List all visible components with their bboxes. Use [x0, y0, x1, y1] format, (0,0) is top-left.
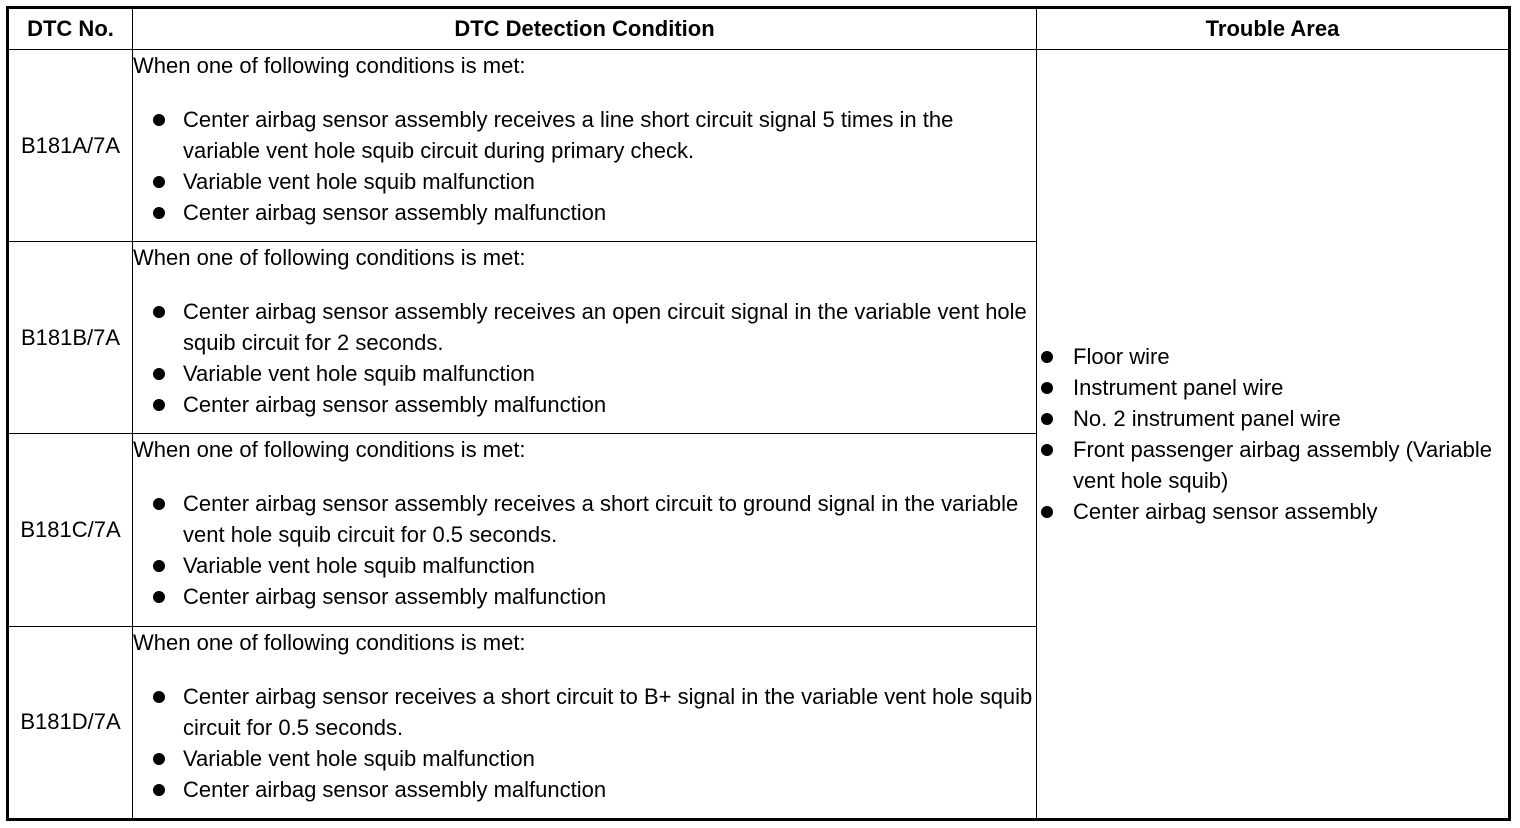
condition-intro: When one of following conditions is met: — [133, 437, 526, 463]
condition-list — [133, 681, 1036, 805]
header-trouble-area: Trouble Area — [1037, 8, 1510, 50]
dtc-code: B181A/7A — [8, 50, 133, 242]
condition-text: Center airbag sensor assembly receives a short circuit to ground signal in the variable vent hole squib circuit for 0.5 seconds. — [183, 491, 1019, 548]
dtc-code: B181B/7A — [8, 242, 133, 434]
list-item — [1037, 496, 1508, 527]
bullet-icon — [153, 399, 165, 411]
bullet-icon — [1041, 444, 1053, 456]
condition-intro: When one of following conditions is met: — [133, 629, 526, 655]
condition-list — [133, 488, 1036, 612]
dtc-table — [6, 6, 1511, 821]
bullet-icon — [153, 591, 165, 603]
condition-list — [133, 104, 1036, 228]
dtc-code: B181C/7A — [8, 434, 133, 626]
bullet-icon — [153, 753, 165, 765]
list-item — [133, 581, 1036, 612]
condition-text: Center airbag sensor assembly malfunction — [183, 776, 607, 802]
condition-text: Center airbag sensor assembly malfunction — [183, 392, 607, 418]
condition-text: Variable vent hole squib malfunction — [183, 745, 535, 771]
list-item — [133, 166, 1036, 197]
condition-text: Center airbag sensor assembly malfunction — [183, 584, 607, 610]
list-item — [1037, 341, 1508, 372]
condition-text: Variable vent hole squib malfunction — [183, 361, 535, 387]
header-dtc-no: DTC No. — [8, 8, 133, 50]
bullet-icon — [1041, 382, 1053, 394]
bullet-icon — [1041, 506, 1053, 518]
dtc-code: B181D/7A — [8, 626, 133, 819]
trouble-area-text: No. 2 instrument panel wire — [1073, 406, 1341, 431]
detection-condition-cell — [133, 242, 1037, 434]
trouble-area-text: Front passenger airbag assembly (Variable vent hole squib) — [1073, 437, 1493, 493]
list-item — [133, 296, 1036, 358]
header-detection-condition: DTC Detection Condition — [133, 8, 1037, 50]
trouble-area-text: Instrument panel wire — [1073, 375, 1284, 400]
list-item — [133, 197, 1036, 228]
condition-text: Variable vent hole squib malfunction — [183, 169, 535, 194]
bullet-icon — [153, 114, 165, 126]
condition-intro: When one of following conditions is met: — [133, 245, 526, 271]
detection-condition-cell — [133, 434, 1037, 626]
condition-text: Center airbag sensor assembly malfunction — [183, 200, 607, 225]
list-item — [1037, 403, 1508, 434]
trouble-area-list — [1037, 341, 1508, 527]
bullet-icon — [1041, 413, 1053, 425]
condition-text: Center airbag sensor assembly receives an open circuit signal in the variable vent hole squib circuit for 2 seconds. — [183, 299, 1027, 356]
list-item — [133, 774, 1036, 805]
trouble-area-text: Floor wire — [1073, 344, 1170, 369]
detection-condition-cell — [133, 626, 1037, 819]
bullet-icon — [153, 176, 165, 188]
condition-list — [133, 296, 1036, 420]
list-item — [133, 104, 1036, 166]
header-row — [8, 8, 1510, 50]
list-item — [133, 681, 1036, 743]
list-item — [133, 488, 1036, 550]
condition-text: Center airbag sensor receives a short circuit to B+ signal in the variable vent hole squib circuit for 0.5 seconds. — [183, 683, 1033, 740]
list-item — [1037, 434, 1508, 496]
bullet-icon — [153, 306, 165, 318]
list-item — [133, 550, 1036, 581]
condition-text: Center airbag sensor assembly receives a line short circuit signal 5 times in the variable vent hole squib circuit during primary check. — [183, 107, 954, 163]
bullet-icon — [153, 368, 165, 380]
bullet-icon — [153, 207, 165, 219]
list-item — [133, 743, 1036, 774]
trouble-area-text: Center airbag sensor assembly — [1073, 499, 1378, 524]
condition-text: Variable vent hole squib malfunction — [183, 553, 535, 579]
table-row — [8, 50, 1510, 242]
condition-intro: When one of following conditions is met: — [133, 53, 526, 78]
bullet-icon — [153, 498, 165, 510]
list-item — [133, 358, 1036, 389]
bullet-icon — [153, 560, 165, 572]
list-item — [133, 389, 1036, 420]
bullet-icon — [1041, 351, 1053, 363]
trouble-area-cell — [1037, 50, 1510, 820]
bullet-icon — [153, 784, 165, 796]
detection-condition-cell — [133, 50, 1037, 242]
bullet-icon — [153, 691, 165, 703]
list-item — [1037, 372, 1508, 403]
